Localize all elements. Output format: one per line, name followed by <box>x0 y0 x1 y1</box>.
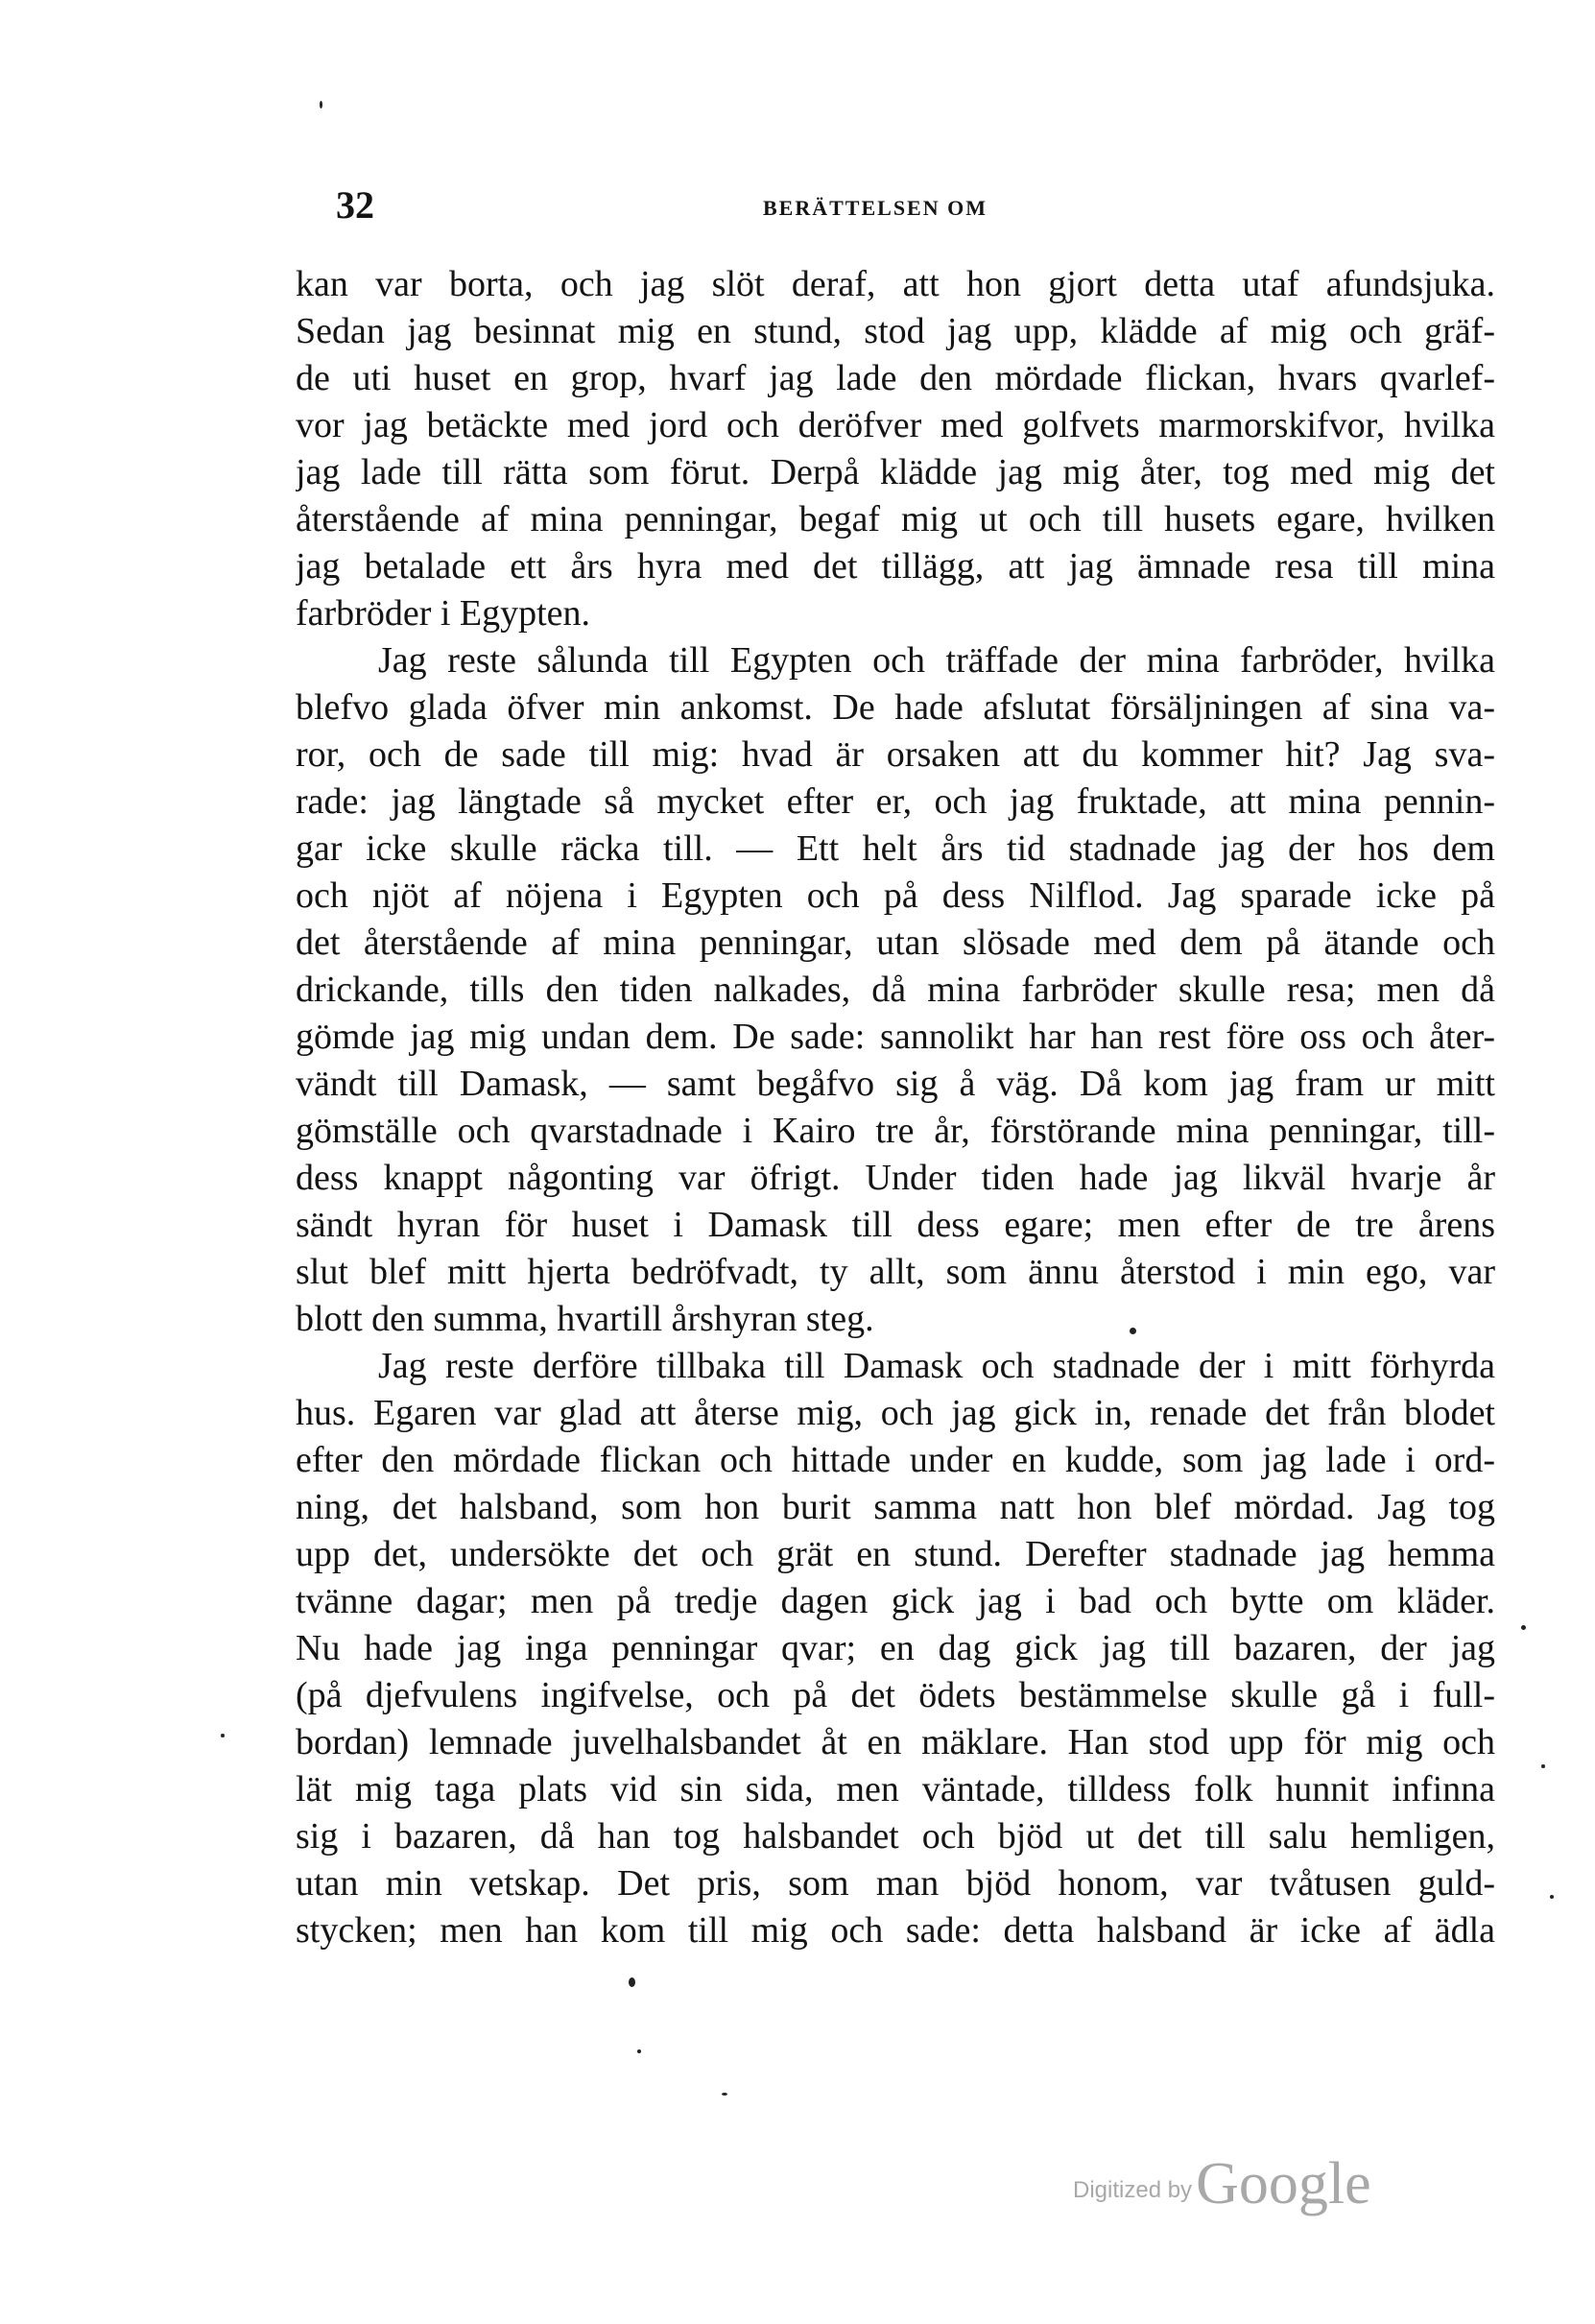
text-line: Nu hade jag inga penningar qvar; en dag gick jag till bazaren, der jag <box>296 1628 1495 1668</box>
text-line: (på djefvulens ingifvelse, och på det ödets bestämmelse skulle gå i full- <box>296 1675 1495 1715</box>
page-number: 32 <box>336 183 374 227</box>
text-line: återstående af mina penningar, begaf mig ut och till husets egare, hvilken <box>296 499 1495 539</box>
scan-speck <box>722 2093 727 2096</box>
text-line: gömde jag mig undan dem. De sade: sannolikt har han rest före oss och åter- <box>296 1017 1495 1057</box>
scan-speck <box>1550 1895 1554 1899</box>
paragraph-start-line: Jag reste derföre tillbaka till Damask och stadnade der i mitt förhyrda <box>378 1346 1495 1386</box>
text-line: farbröder i Egypten. <box>296 593 591 634</box>
scan-speck <box>637 2049 641 2053</box>
watermark-prefix: Digitized by <box>1073 2177 1193 2203</box>
text-line: ror, och de sade till mig: hvad är orsaken att du kommer hit? Jag sva- <box>296 734 1495 775</box>
text-line: sig i bazaren, då han tog halsbandet och bjöd ut det till salu hemligen, <box>296 1816 1495 1857</box>
text-line: jag lade till rätta som förut. Derpå klädde jag mig åter, tog med mig det <box>296 452 1495 492</box>
page-header <box>326 182 1516 240</box>
text-line: Sedan jag besinnat mig en stund, stod jag upp, klädde af mig och gräf- <box>296 311 1495 351</box>
text-line: blefvo glada öfver min ankomst. De hade afslutat försäljningen af sina va- <box>296 687 1495 728</box>
text-line: upp det, undersökte det och grät en stund. Derefter stadnade jag hemma <box>296 1534 1495 1574</box>
text-line: hus. Egaren var glad att återse mig, och jag gick in, renade det från blodet <box>296 1393 1495 1433</box>
text-line: bordan) lemnade juvelhalsbandet åt en mäklare. Han stod upp för mig och <box>296 1722 1495 1762</box>
text-line: kan var borta, och jag slöt deraf, att hon gjort detta utaf afundsjuka. <box>296 264 1495 304</box>
text-line: sändt hyran för huset i Damask till dess egare; men efter de tre årens <box>296 1205 1495 1245</box>
text-line: blott den summa, hvartill årshyran steg. <box>296 1299 874 1339</box>
text-line: vor jag betäckte med jord och deröfver med golfvets marmorskifvor, hvilka <box>296 405 1495 445</box>
text-line: efter den mördade flickan och hittade under en kudde, som jag lade i ord- <box>296 1440 1495 1480</box>
paragraph-start-line: Jag reste sålunda till Egypten och träffade der mina farbröder, hvilka <box>378 640 1495 681</box>
text-line: slut blef mitt hjerta bedröfvadt, ty allt, som ännu återstod i min ego, var <box>296 1252 1495 1292</box>
scan-speck <box>1521 1625 1526 1630</box>
text-line: lät mig taga plats vid sin sida, men väntade, tilldess folk hunnit infinna <box>296 1769 1495 1809</box>
text-line: de uti huset en grop, hvarf jag lade den mördade flickan, hvars qvarlef- <box>296 358 1495 398</box>
scan-speck <box>320 101 322 108</box>
scan-speck <box>629 1977 635 1987</box>
text-line: vändt till Damask, — samt begåfvo sig å väg. Då kom jag fram ur mitt <box>296 1064 1495 1104</box>
text-line: utan min vetskap. Det pris, som man bjöd honom, var tvåtusen guld- <box>296 1863 1495 1904</box>
google-logo: Google <box>1196 2151 1371 2216</box>
text-line: tvänne dagar; men på tredje dagen gick jag i bad och bytte om kläder. <box>296 1581 1495 1621</box>
text-line: stycken; men han kom till mig och sade: detta halsband är icke af ädla <box>296 1910 1495 1951</box>
text-line: det återstående af mina penningar, utan slösade med dem på ätande och <box>296 922 1495 963</box>
text-line: jag betalade ett års hyra med det tillägg, att jag ämnade resa till mina <box>296 546 1495 587</box>
digitized-by-google-watermark <box>1073 2150 1371 2218</box>
scan-speck <box>221 1734 225 1737</box>
running-head: BERÄTTELSEN OM <box>763 196 988 220</box>
text-line: drickande, tills den tiden nalkades, då mina farbröder skulle resa; men då <box>296 970 1495 1010</box>
text-line: gömställe och qvarstadnade i Kairo tre år, förstörande mina penningar, till- <box>296 1111 1495 1151</box>
text-line: dess knappt någonting var öfrigt. Under tiden hade jag likväl hvarje år <box>296 1158 1495 1198</box>
scan-speck <box>1541 1764 1545 1768</box>
body-text <box>296 261 1495 1954</box>
text-line: och njöt af nöjena i Egypten och på dess Nilflod. Jag sparade icke på <box>296 875 1495 916</box>
text-line: ning, det halsband, som hon burit samma natt hon blef mördad. Jag tog <box>296 1487 1495 1527</box>
text-line: rade: jag längtade så mycket efter er, och jag fruktade, att mina pennin- <box>296 781 1495 822</box>
text-line: gar icke skulle räcka till. — Ett helt års tid stadnade jag der hos dem <box>296 828 1495 869</box>
scan-speck <box>1130 1328 1136 1334</box>
